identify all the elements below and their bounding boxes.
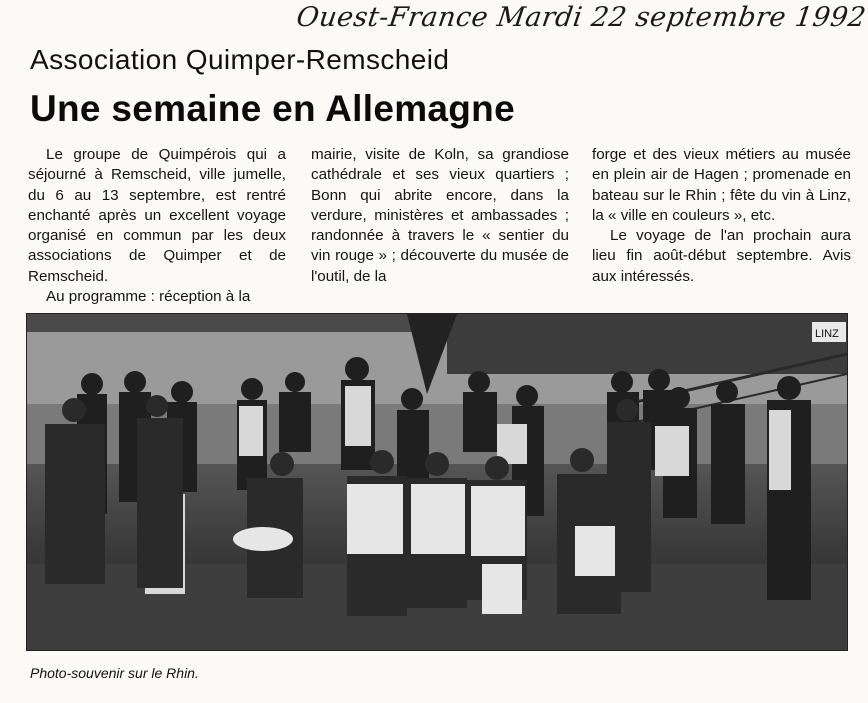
column2-paragraph-1: mairie, visite de Koln, sa grandiose cathédrale et ses vieux quartiers ; Bonn qui abrite encore, dans la verdure, ministères et ambassades ; randonnée à travers le « sentier du vin rouge » ; découverte du musée de l'outil, de la	[311, 146, 569, 285]
column1-paragraph-1: Le groupe de Quimpérois qui a séjourné à Remscheid, ville jumelle, du 6 au 13 septembre, est rentré enchanté après un excellent voyage organisé en commun par les deux associations de Quimper et de Remscheid.	[28, 146, 286, 285]
article-column-3	[592, 145, 851, 287]
group-photo-illustration	[27, 314, 847, 650]
photo-caption: Photo-souvenir sur le Rhin.	[30, 665, 199, 681]
column3-paragraph-1: forge et des vieux métiers au musée en plein air de Hagen ; promenade en bateau sur le Rhin ; fête du vin à Linz, la « ville en couleurs », etc.	[592, 146, 851, 224]
column1-paragraph-2: Au programme : réception à la	[46, 288, 251, 306]
column3-paragraph-2: Le voyage de l'an prochain aura lieu fin août-début septembre. Avis aux intéressés.	[592, 227, 851, 285]
handwritten-source-date: Ouest-France Mardi 22 septembre 1992	[294, 2, 868, 33]
article-headline: Une semaine en Allemagne	[30, 88, 515, 129]
article-kicker: Association Quimper-Remscheid	[30, 44, 450, 75]
group-photo	[26, 313, 848, 651]
linz-sign-text: LINZ	[815, 328, 839, 340]
article-column-2	[311, 145, 569, 287]
article-column-1	[28, 145, 286, 307]
